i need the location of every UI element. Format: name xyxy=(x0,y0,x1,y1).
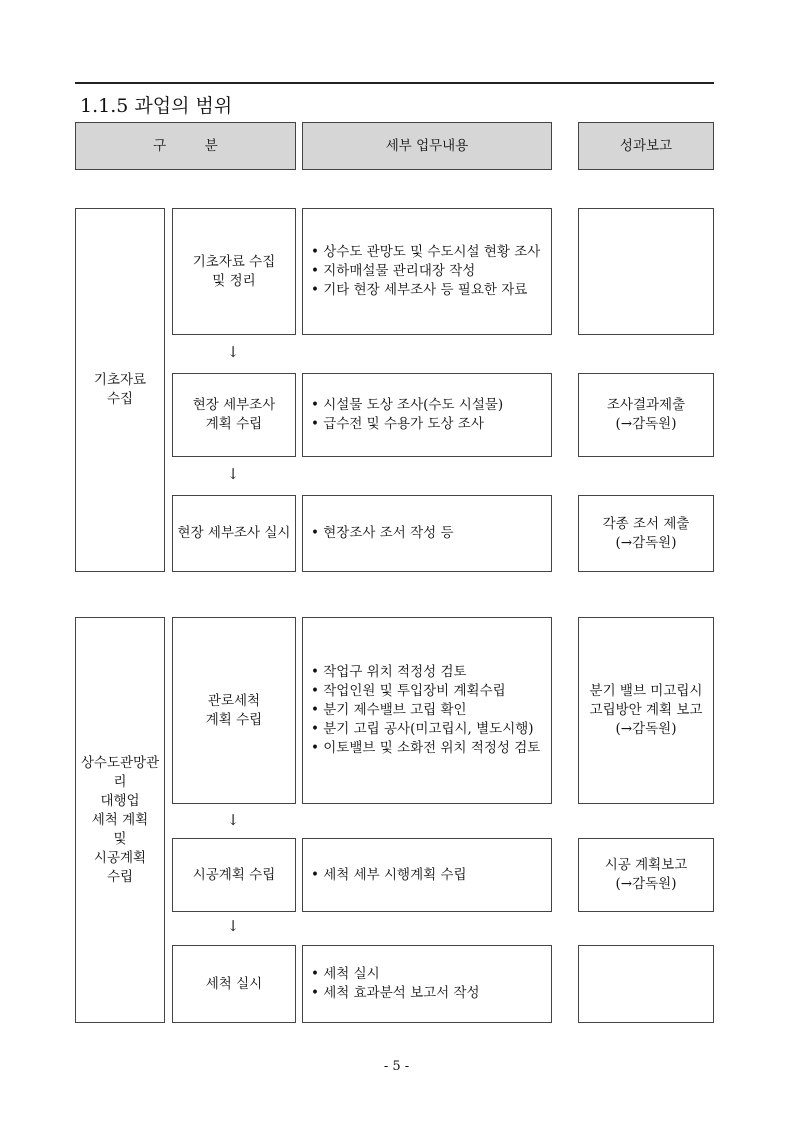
details-list xyxy=(311,663,540,758)
report-line: (→감독원) xyxy=(615,876,677,892)
group2-label-line: 수립 xyxy=(106,868,134,885)
group1-label-line: 기초자료 xyxy=(93,372,147,388)
group1-report-2 xyxy=(578,373,714,457)
details-item: • 작업인원 및 투입장비 계획수립 xyxy=(311,682,540,701)
group1-label xyxy=(75,208,165,572)
details-item: • 이토밸브 및 소화전 위치 적정성 검토 xyxy=(311,739,540,758)
group2-report-2 xyxy=(578,838,714,912)
step-label-line: 기초자료 수집 xyxy=(192,253,276,270)
group1-details-2 xyxy=(302,373,552,457)
flow-arrow: ↓ xyxy=(226,465,240,483)
group2-label-line: 세척 계획 xyxy=(91,811,149,828)
header-report-label: 성과보고 xyxy=(619,137,673,154)
group2-report-1 xyxy=(578,617,714,804)
page-number: - 5 - xyxy=(383,1059,410,1074)
details-item: • 기타 현장 세부조사 등 필요한 자료 xyxy=(311,281,540,300)
section-top-rule xyxy=(75,82,714,84)
group2-step-2 xyxy=(172,838,296,912)
details-item: • 세척 효과분석 보고서 작성 xyxy=(311,984,480,1003)
details-item: • 급수전 및 수용가 도상 조사 xyxy=(311,415,503,434)
report-line: 조사결과제출 xyxy=(606,397,686,413)
details-list xyxy=(311,243,540,300)
header-category xyxy=(75,122,296,170)
group1-step-3 xyxy=(172,495,296,572)
step-label-line: 및 정리 xyxy=(212,272,256,289)
step-label-line: 계획 수립 xyxy=(205,711,263,728)
step-label-line: 현장 세부조사 xyxy=(192,397,276,413)
group2-details-3 xyxy=(302,945,552,1023)
details-item: • 세척 세부 시행계획 수립 xyxy=(311,866,467,885)
group1-step-1 xyxy=(172,208,296,335)
details-item: • 작업구 위치 적정성 검토 xyxy=(311,663,540,682)
group1-step-2 xyxy=(172,373,296,457)
group2-label-line: 대행업 xyxy=(100,792,140,809)
report-line: (→감독원) xyxy=(615,416,677,432)
flow-arrow: ↓ xyxy=(226,811,240,829)
step-label-line: 관로세척 xyxy=(207,692,261,709)
group1-details-1 xyxy=(302,208,552,335)
details-item: • 시설물 도상 조사(수도 시설물) xyxy=(311,396,503,415)
details-item: • 현장조사 조서 작성 등 xyxy=(311,524,454,543)
group2-report-3 xyxy=(578,945,714,1023)
flow-arrow: ↓ xyxy=(226,343,240,361)
section-title: 1.1.5 과업의 범위 xyxy=(80,95,233,117)
details-list xyxy=(311,866,467,885)
group1-label-line: 수집 xyxy=(106,391,134,407)
step-label-line: 세척 실시 xyxy=(205,975,263,992)
report-line: 각종 조서 제출 xyxy=(602,515,690,532)
details-item: • 분기 제수밸브 고립 확인 xyxy=(311,701,540,720)
details-item: • 상수도 관망도 및 수도시설 현황 조사 xyxy=(311,243,540,262)
report-line: (→감독원) xyxy=(615,534,677,551)
report-line: 분기 밸브 미고립시 xyxy=(589,683,703,699)
group2-details-2 xyxy=(302,838,552,912)
details-list xyxy=(311,524,454,543)
group2-label-line: 및 xyxy=(113,830,127,847)
group2-details-1 xyxy=(302,617,552,804)
header-details xyxy=(302,122,552,170)
details-item: • 세척 실시 xyxy=(311,965,480,984)
group2-label xyxy=(75,617,165,1023)
step-label-line: 현장 세부조사 실시 xyxy=(177,525,291,541)
details-item: • 분기 고립 공사(미고립시, 별도시행) xyxy=(311,720,540,739)
report-line: (→감독원) xyxy=(615,721,677,737)
group1-details-3 xyxy=(302,495,552,572)
report-line: 고립방안 계획 보고 xyxy=(589,702,703,718)
details-item: • 지하매설물 관리대장 작성 xyxy=(311,262,540,281)
group2-label-line: 시공계획 xyxy=(93,849,147,866)
header-details-label: 세부 업무내용 xyxy=(385,137,469,154)
flow-arrow: ↓ xyxy=(226,917,240,935)
details-list xyxy=(311,396,503,434)
report-line: 시공 계획보고 xyxy=(604,857,688,873)
group1-report-3 xyxy=(578,495,714,572)
step-label-line: 계획 수립 xyxy=(205,416,263,432)
details-list xyxy=(311,965,480,1003)
header-report xyxy=(578,122,714,170)
group2-label-line: 상수도관망관리 xyxy=(80,754,160,790)
step-label-line: 시공계획 수립 xyxy=(192,866,276,883)
group2-step-1 xyxy=(172,617,296,804)
group2-step-3 xyxy=(172,945,296,1023)
header-category-label: 구 분 xyxy=(153,137,218,154)
group1-report-1 xyxy=(578,208,714,335)
